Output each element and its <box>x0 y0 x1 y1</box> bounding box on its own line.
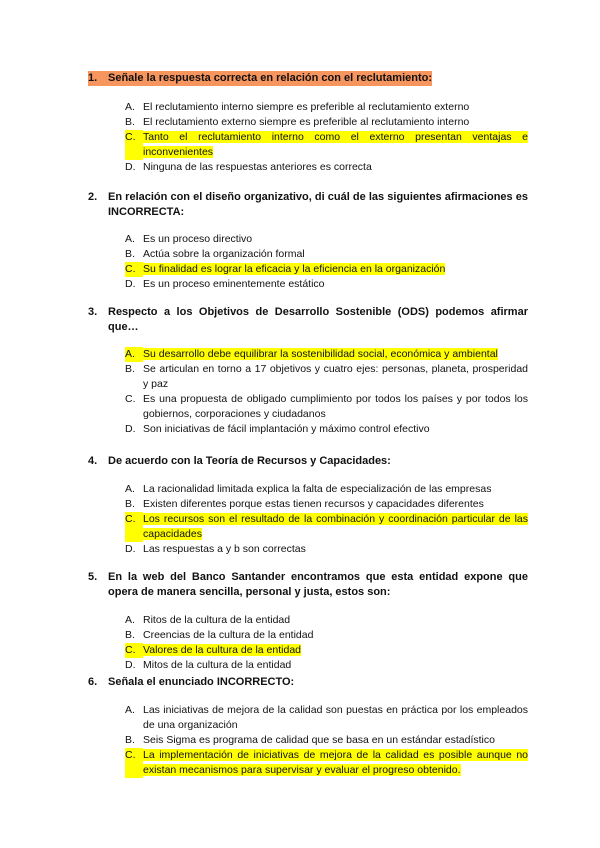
option-letter: C. <box>125 130 143 160</box>
option-letter: A. <box>125 233 135 245</box>
question-number: 3. <box>88 306 98 318</box>
option-text: Ritos de la cultura de la entidad <box>143 614 291 626</box>
question-number: 5. <box>88 571 98 583</box>
option-a <box>125 703 528 733</box>
question-text: En la web del Banco Santander encontramos que esta entidad expone que opera de manera sencilla, personal y justa, estos son: <box>108 571 528 598</box>
option-text: Existen diferentes porque estas tienen recursos y capacidades diferentes <box>143 498 484 510</box>
option-a <box>125 613 528 628</box>
option-letter: D. <box>125 161 136 173</box>
option-d <box>125 658 528 673</box>
option-c-highlighted <box>125 512 528 542</box>
option-d <box>125 277 528 292</box>
option-text: Las iniciativas de mejora de la calidad son puestas en práctica por los empleados de una organización <box>143 704 528 731</box>
option-letter: A. <box>125 101 135 113</box>
highlighted-answer: La implementación de iniciativas de mejora de la calidad es posible aunque no existan mecanismos para supervisar y evaluar el progreso obtenido. <box>143 749 528 776</box>
option-letter: D. <box>125 543 136 555</box>
option-letter: A. <box>125 483 135 495</box>
options-list <box>88 232 528 292</box>
options-list <box>88 482 528 557</box>
option-c-highlighted <box>125 748 528 778</box>
option-a-highlighted <box>125 347 528 362</box>
option-text: Es un proceso directivo <box>143 233 253 245</box>
option-letter: B. <box>125 363 135 375</box>
option-text: Ninguna de las respuestas anteriores es correcta <box>143 161 372 173</box>
option-text: Es una propuesta de obligado cumplimiento por todos los países y por todos los gobiernos, corporaciones y ciudadanos <box>143 393 528 420</box>
question-text: En relación con el diseño organizativo, di cuál de las siguientes afirmaciones es INCORRECTA: <box>108 191 528 218</box>
options-list <box>88 703 528 778</box>
question-5 <box>88 570 528 673</box>
question-4 <box>88 454 528 557</box>
option-text: El reclutamiento externo siempre es preferible al reclutamiento interno <box>143 116 470 128</box>
options-list <box>88 613 528 673</box>
question-3 <box>88 305 528 437</box>
option-text: Es un proceso eminentemente estático <box>143 278 325 290</box>
option-b <box>125 497 528 512</box>
highlighted-answer: Su desarrollo debe equilibrar la sostenibilidad social, económica y ambiental <box>143 348 498 360</box>
option-b <box>125 362 528 392</box>
option-text <box>143 130 528 160</box>
option-c-highlighted <box>125 262 528 277</box>
option-text: Seis Sigma es programa de calidad que se basa en un estándar estadístico <box>143 734 495 746</box>
option-letter: C. <box>125 262 143 277</box>
option-b <box>125 628 528 643</box>
option-text: Se articulan en torno a 17 objetivos y cuatro ejes: personas, planeta, prosperidad y paz <box>143 363 528 390</box>
option-b <box>125 115 528 130</box>
option-letter: B. <box>125 498 135 510</box>
question-text: Respecto a los Objetivos de Desarrollo Sostenible (ODS) podemos afirmar que… <box>108 306 528 333</box>
option-b <box>125 247 528 262</box>
highlighted-answer: Los recursos son el resultado de la combinación y coordinación particular de las capacidades <box>143 513 528 540</box>
question-number: 4. <box>88 455 98 467</box>
question-6 <box>88 675 528 778</box>
option-a <box>125 100 528 115</box>
option-c-highlighted <box>125 643 528 658</box>
option-c <box>125 392 528 422</box>
option-letter: B. <box>125 629 135 641</box>
option-text: El reclutamiento interno siempre es preferible al reclutamiento externo <box>143 101 470 113</box>
option-text <box>143 262 528 277</box>
option-letter: A. <box>125 347 143 362</box>
highlighted-answer: Su finalidad es lograr la eficacia y la eficiencia en la organización <box>143 263 446 275</box>
option-text: Son iniciativas de fácil implantación y máximo control efectivo <box>143 423 430 435</box>
option-d <box>125 160 528 175</box>
option-d <box>125 422 528 437</box>
option-b <box>125 733 528 748</box>
option-letter: B. <box>125 248 135 260</box>
question-number: 6. <box>88 676 98 688</box>
highlighted-answer: Valores de la cultura de la entidad <box>143 644 301 656</box>
option-letter: D. <box>125 423 136 435</box>
question-1 <box>88 71 528 175</box>
highlighted-answer: Tanto el reclutamiento interno como el externo presentan ventajas e inconvenientes <box>143 131 528 158</box>
options-list <box>88 347 528 437</box>
option-letter: A. <box>125 704 135 716</box>
question-text: Señale la respuesta correcta en relación con el reclutamiento: <box>108 72 433 84</box>
question-2 <box>88 190 528 292</box>
option-letter: C. <box>125 748 143 778</box>
question-number: 1. <box>88 71 108 86</box>
option-letter: B. <box>125 734 135 746</box>
option-text <box>143 512 528 542</box>
option-text: Mitos de la cultura de la entidad <box>143 659 292 671</box>
option-a <box>125 232 528 247</box>
option-letter: C. <box>125 393 136 405</box>
options-list <box>88 100 528 175</box>
question-text: Señala el enunciado INCORRECTO: <box>108 676 295 688</box>
option-letter: D. <box>125 278 136 290</box>
option-letter: B. <box>125 116 135 128</box>
option-letter: C. <box>125 512 143 542</box>
option-text: Las respuestas a y b son correctas <box>143 543 306 555</box>
option-letter: C. <box>125 643 143 658</box>
option-letter: A. <box>125 614 135 626</box>
option-c-highlighted <box>125 130 528 160</box>
option-text: La racionalidad limitada explica la falta de especialización de las empresas <box>143 483 492 495</box>
question-number: 2. <box>88 191 98 203</box>
option-text: Actúa sobre la organización formal <box>143 248 305 260</box>
option-text: Creencias de la cultura de la entidad <box>143 629 314 641</box>
question-text: De acuerdo con la Teoría de Recursos y Capacidades: <box>108 455 391 467</box>
option-a <box>125 482 528 497</box>
option-text <box>143 347 528 362</box>
option-d <box>125 542 528 557</box>
option-text <box>143 643 528 658</box>
option-letter: D. <box>125 659 136 671</box>
option-text <box>143 748 528 778</box>
